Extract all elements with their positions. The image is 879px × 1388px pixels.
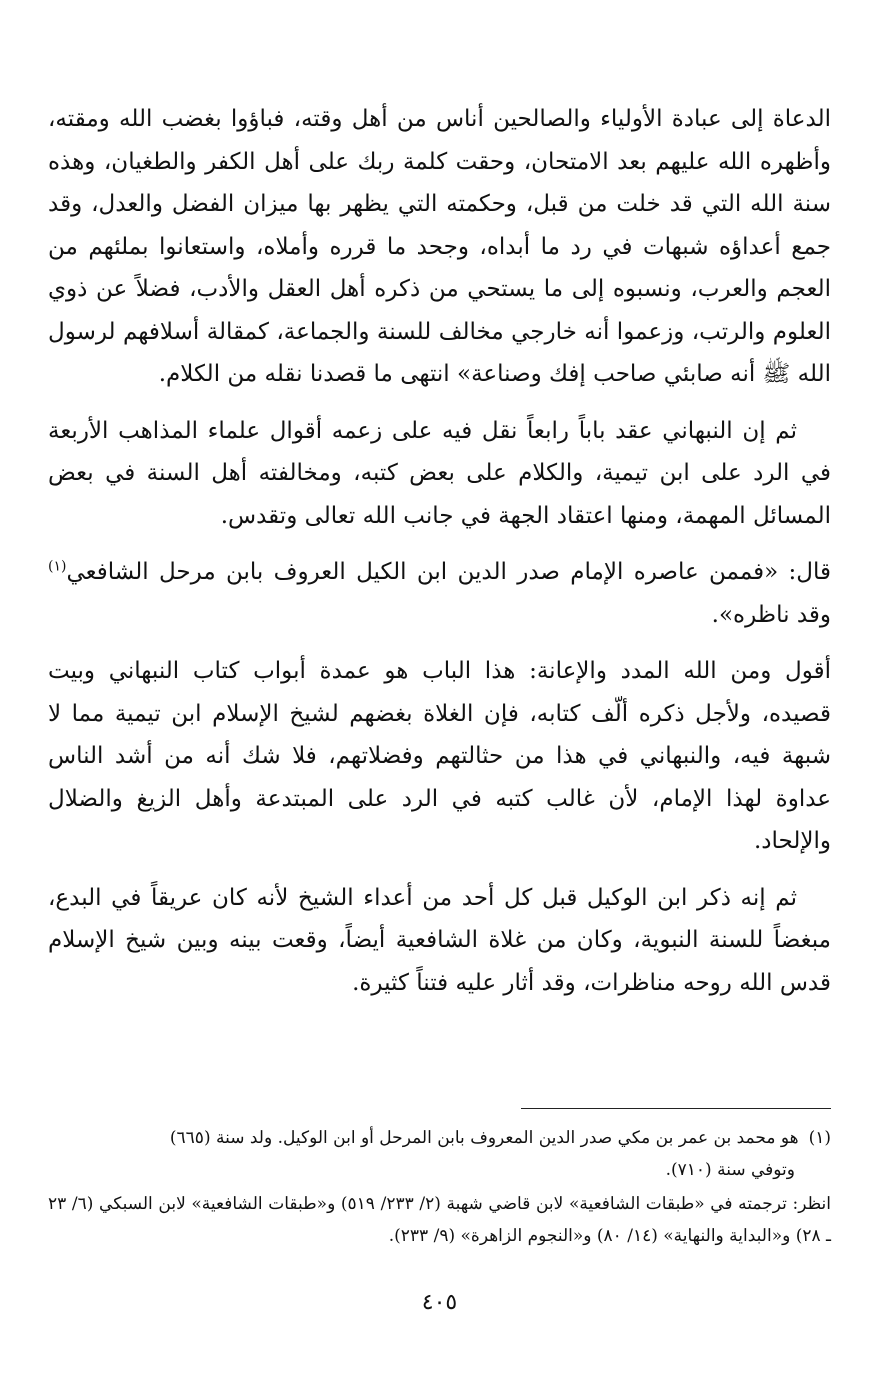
paragraph-3-tail: وقد ناظره».: [711, 601, 831, 628]
paragraph-3: [48, 551, 831, 636]
footnote-source: انظر: ترجمته في «طبقات الشافعية» لابن قاضي شهبة (٢/ ٢٣٣/ ٥١٩) و«طبقات الشافعية» لابن السبكي (٦/ ٢٣ ـ ٢٨) و«البداية والنهاية» (١٤/ ٨٠) و«النجوم الزاهرة» (٩/ ٢٣٣).: [48, 1194, 831, 1246]
paragraph-4: أقول ومن الله المدد والإعانة: هذا الباب هو عمدة أبواب كتاب النبهاني وبيت قصيده، ولأجل ذكره ألّف كتابه، فإن الغلاة بغضهم لشيخ الإسلام ابن تيمية مما لا شبهة فيه، والنبهاني في هذا من حثالتهم وفضلاتهم، فلا شك أنه من أشد الناس عداوة لهذا الإمام، لأن غالب كتبه في الرد على المبتدعة وأهل الزيغ والضلال والإلحاد.: [48, 658, 831, 854]
footnote-1: [48, 1122, 831, 1186]
footnote-divider: [521, 1108, 831, 1109]
footnote-reference[interactable]: (١): [48, 558, 67, 575]
page-number: ٤٠٥: [421, 1290, 458, 1315]
main-text: [48, 98, 831, 1004]
paragraph-5: ثم إنه ذكر ابن الوكيل قبل كل أحد من أعداء الشيخ لأنه كان عريقاً في البدع، مبغضاً للسنة النبوية، وكان من غلاة الشافعية أيضاً، وقعت بينه وبين شيخ الإسلام قدس الله روحه مناظرات، وقد أثار عليه فتناً كثيرة.: [48, 884, 831, 996]
footnote-1-number: (١): [808, 1128, 831, 1148]
paragraph-2: ثم إن النبهاني عقد باباً رابعاً نقل فيه على زعمه أقوال علماء المذاهب الأربعة في الرد على ابن تيمية، والكلام على بعض كتبه، ومخالفته أهل السنة في بعض المسائل المهمة، ومنها اعتقاد الجهة في جانب الله تعالى وتقدس.: [48, 417, 831, 529]
footnote-1-text: هو محمد بن عمر بن مكي صدر الدين المعروف بابن المرحل أو ابن الوكيل. ولد سنة (٦٦٥): [169, 1128, 799, 1148]
footnotes: [48, 1122, 831, 1252]
footnote-1-continuation: وتوفي سنة (٧١٠).: [665, 1160, 795, 1180]
paragraph-1: الدعاة إلى عبادة الأولياء والصالحين أناس من أهل وقته، فباؤوا بغضب الله ومقته، وأظهره الله عليهم بعد الامتحان، وحقت كلمة ربك على أهل الكفر والطغيان، وهذه سنة الله التي قد خلت من قبل، وحكمته التي يظهر بها ميزان الفضل والعدل، وقد جمع أعداؤه شبهات في رد ما أبداه، وجحد ما قرره وأملاه، واستعانوا بملئهم من العجم والعرب، ونسبوه إلى ما يستحي من ذكره أهل العقل والأدب، فضلاً عن ذوي العلوم والرتب، وزعموا أنه خارجي مخالف للسنة والجماعة، كمقالة أسلافهم لرسول الله ﷺ أنه صابئي صاحب إفك وصناعة» انتهى ما قصدنا نقله من الكلام.: [48, 106, 831, 387]
paragraph-3-text: قال: «فممن عاصره الإمام صدر الدين ابن الكيل العروف بابن مرحل الشافعي: [66, 559, 831, 585]
